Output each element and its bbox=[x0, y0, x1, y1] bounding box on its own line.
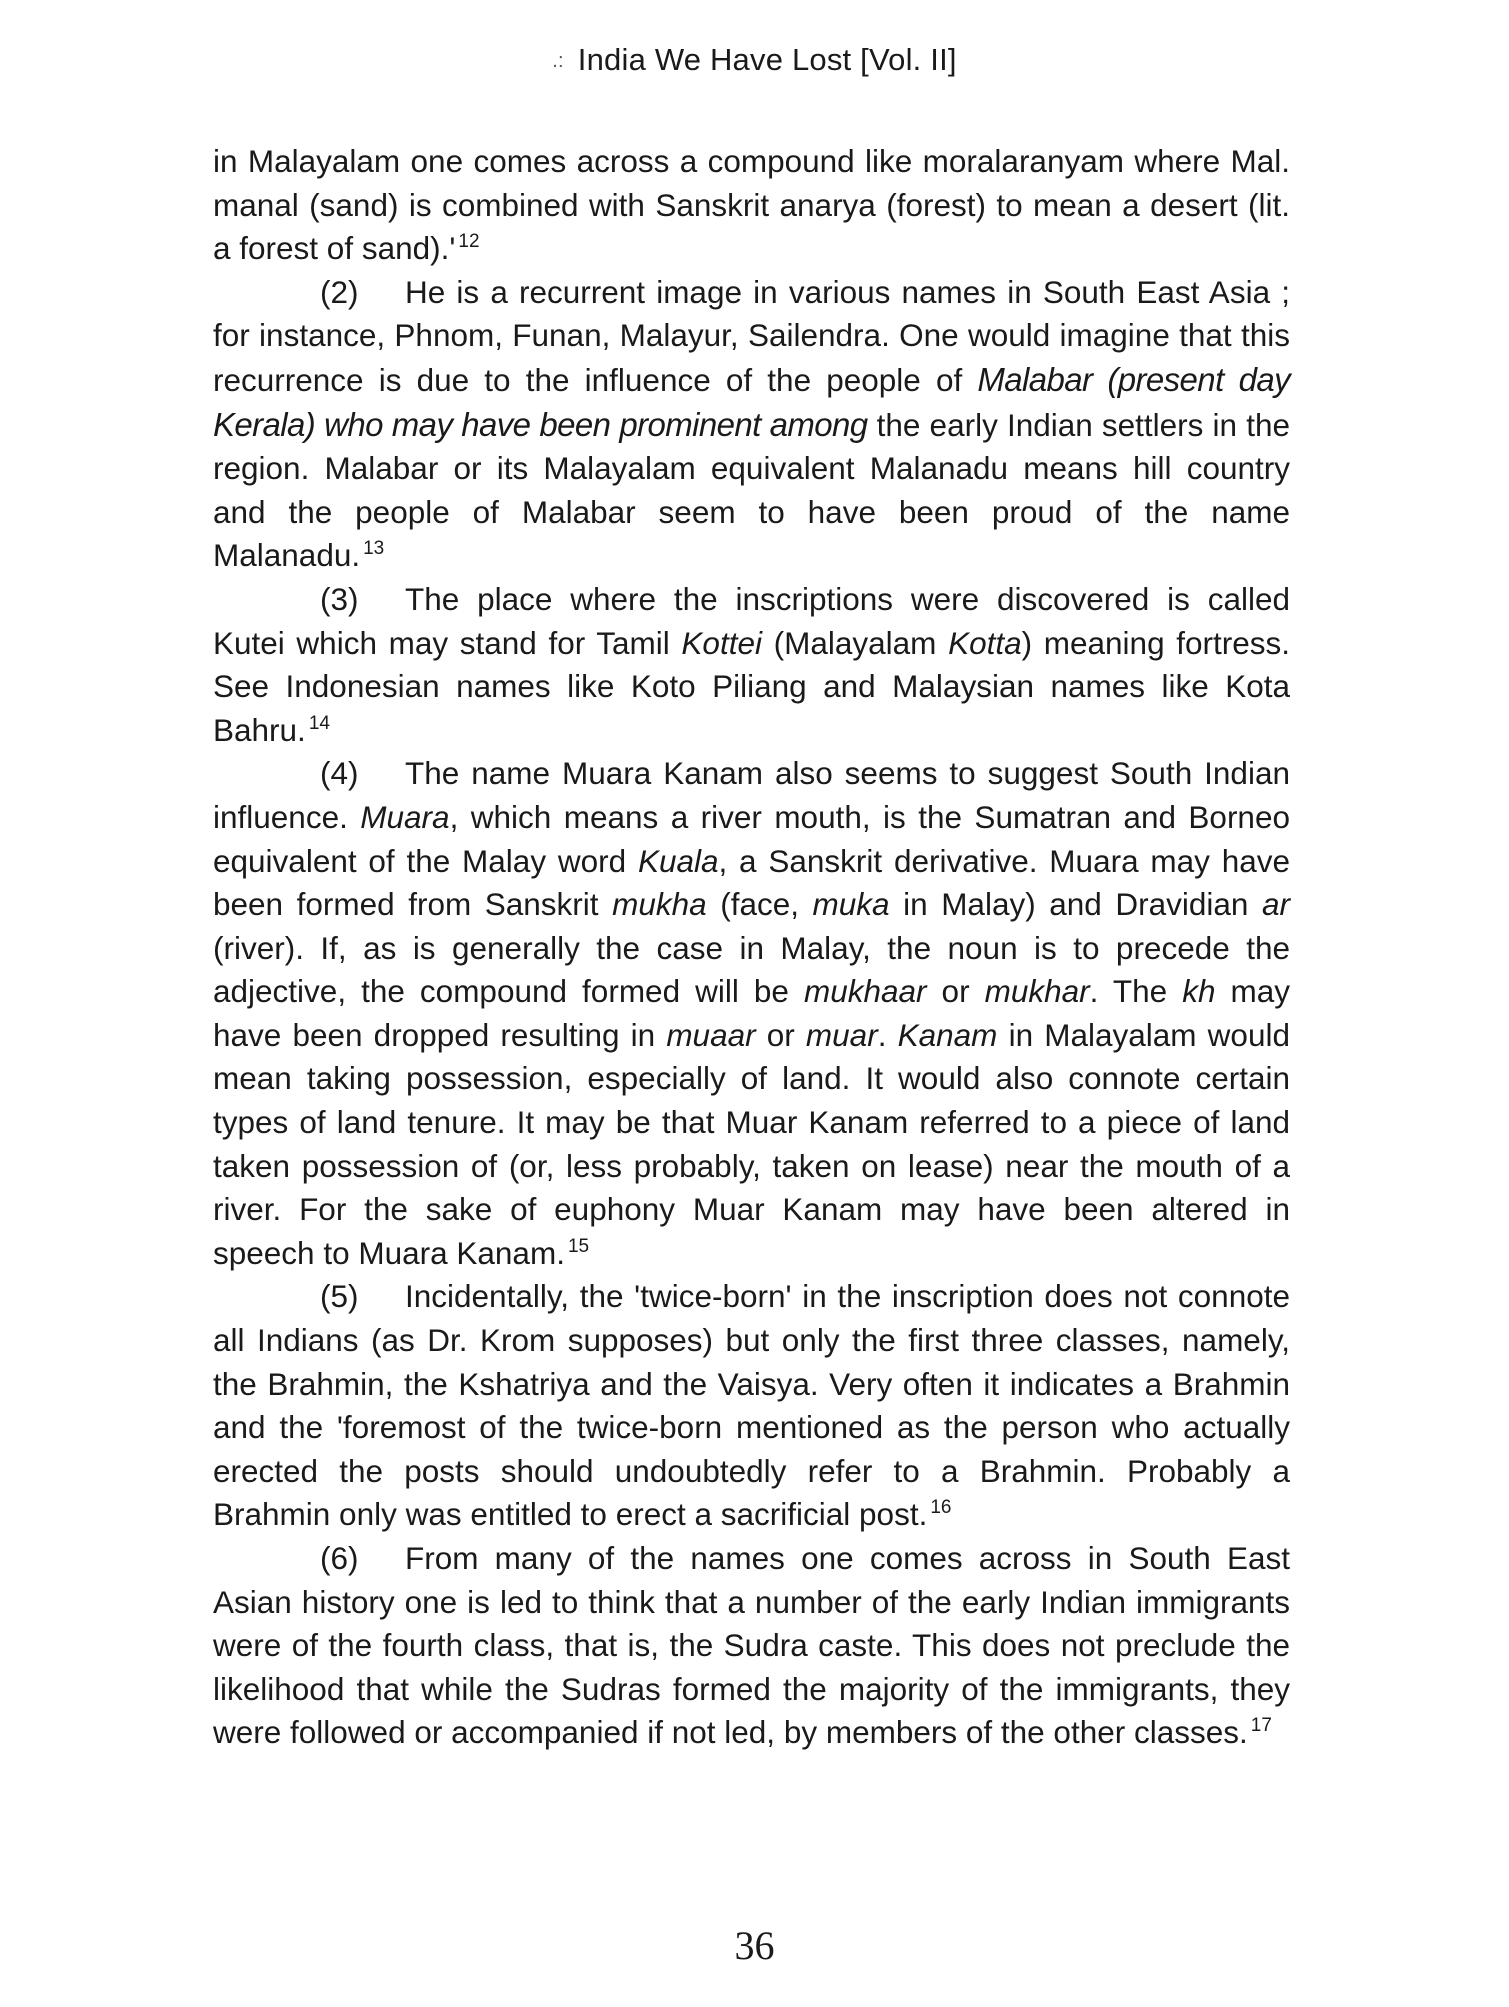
italic-term: mukhaar bbox=[803, 973, 927, 1010]
paragraph-number: (4) bbox=[320, 755, 359, 792]
italic-term: Kottei bbox=[681, 624, 762, 661]
paragraph-number: (5) bbox=[320, 1278, 359, 1315]
footnote-ref: 17 bbox=[1250, 1715, 1272, 1737]
text-run: The name Muara Kanam also seems to suggest South Indian influence. bbox=[213, 755, 1290, 835]
text-run: He is a recurrent image in various names in South East Asia ; for instance, Phnom, Funan, Malayur, Sailendra. One would imagine that this recurrence is due to the influence of the people of bbox=[213, 273, 1290, 398]
italic-term: mukhar bbox=[984, 973, 1090, 1010]
paragraph-5 bbox=[213, 1275, 1290, 1537]
italic-term: Kanam bbox=[897, 1016, 998, 1053]
italic-term: muka bbox=[812, 886, 890, 923]
text-run: Incidentally, the 'twice-born' in the inscription does not connote all Indians (as Dr. Krom supposes) but only the first three classes, namely, the Brahmin, the Kshatriya and the Vaisya. Very often it indicates a Brahmin and the 'foremost of the twice-born mentioned as the person who actually erected the posts should undoubtedly refer to a Brahmin. Probably a Brahmin only was entitled to erect a sacrificial post. bbox=[213, 1278, 1290, 1533]
text-run: (face, bbox=[706, 886, 813, 923]
footnote-ref: 12 bbox=[458, 231, 480, 253]
running-header bbox=[0, 42, 1509, 78]
paragraph-4 bbox=[213, 752, 1290, 1275]
text-run: or bbox=[755, 1016, 806, 1053]
footnote-ref: 15 bbox=[567, 1235, 590, 1257]
text-run: , a Sanskrit derivative. Muara may have been formed from Sanskrit bbox=[213, 842, 1290, 923]
text-run: Malabar (present day Kerala) who may have been prominent among bbox=[213, 360, 1290, 443]
text-run: the early Indian settlers in the region. Malabar or its Malayalam equivalent Malanadu means hill country and the people of Malabar seem to have been proud of the name Malanadu. bbox=[213, 406, 1290, 574]
text-run: (Malayalam bbox=[761, 624, 949, 661]
text-run: or bbox=[926, 973, 985, 1010]
text-run: in Malayalam would mean taking possession, especially of land. It would also connote certain types of land tenure. It may be that Muar Kanam referred to a piece of land taken possession of (or, less probably, taken on lease) near the mouth of a river. For the sake of euphony Muar Kanam may have been altered in speech to Muara Kanam. bbox=[213, 1016, 1290, 1271]
text-run: ) meaning fortress. See Indonesian names like Koto Piliang and Malaysian names like Kota Bahru. bbox=[213, 624, 1290, 748]
text-run: in Malay) and Dravidian bbox=[889, 886, 1262, 923]
italic-term: muar bbox=[805, 1016, 878, 1053]
text-run: . bbox=[877, 1016, 898, 1053]
text-run: From many of the names one comes across in South East Asian history one is led to think that a number of the early Indian immigrants were of the fourth class, that is, the Sudra caste. This does not preclude the likelihood that while the Sudras formed the majority of the immigrants, they were followed or accompanied if not led, by members of the other classes. bbox=[213, 1540, 1290, 1751]
paragraph-continuation bbox=[213, 140, 1290, 271]
footnote-ref: 13 bbox=[363, 538, 385, 560]
paragraph-6 bbox=[213, 1537, 1290, 1755]
paragraph-3 bbox=[213, 578, 1290, 752]
italic-term: ar bbox=[1261, 886, 1290, 923]
text-run: may have been dropped resulting in bbox=[213, 973, 1291, 1053]
italic-term: Kuala bbox=[637, 842, 719, 879]
italic-term: muaar bbox=[666, 1016, 756, 1053]
body-text bbox=[213, 140, 1290, 1755]
footnote-ref: 14 bbox=[308, 712, 330, 734]
italic-term: Kotta bbox=[948, 624, 1022, 661]
paragraph-number: (6) bbox=[320, 1540, 359, 1576]
text-run: . The bbox=[1089, 973, 1183, 1010]
paragraph-number: (2) bbox=[320, 273, 359, 310]
text-run: in Malayalam one comes across a compound like moralaranyam where Mal. manal (sand) is combined with Sanskrit anarya (forest) to mean a desert (lit. a forest of sand).' bbox=[213, 143, 1290, 267]
text-run: (river). If, as is generally the case in Malay, the noun is to precede the adjective, the compound formed will be bbox=[213, 929, 1290, 1010]
header-title: India We Have Lost [Vol. II] bbox=[577, 42, 957, 77]
text-run: The place where the inscriptions were discovered is called Kutei which may stand for Tamil bbox=[213, 580, 1290, 661]
paragraph-2 bbox=[213, 271, 1290, 578]
header-mark: .: bbox=[552, 50, 564, 73]
page-number: 36 bbox=[734, 1923, 775, 1968]
italic-term: kh bbox=[1182, 973, 1216, 1010]
text-run: , which means a river mouth, is the Sumatran and Borneo equivalent of the Malay word bbox=[213, 798, 1290, 879]
italic-term: mukha bbox=[612, 886, 707, 923]
italic-term: Muara bbox=[360, 798, 450, 835]
footnote-ref: 16 bbox=[930, 1497, 952, 1519]
paragraph-number: (3) bbox=[320, 580, 359, 617]
